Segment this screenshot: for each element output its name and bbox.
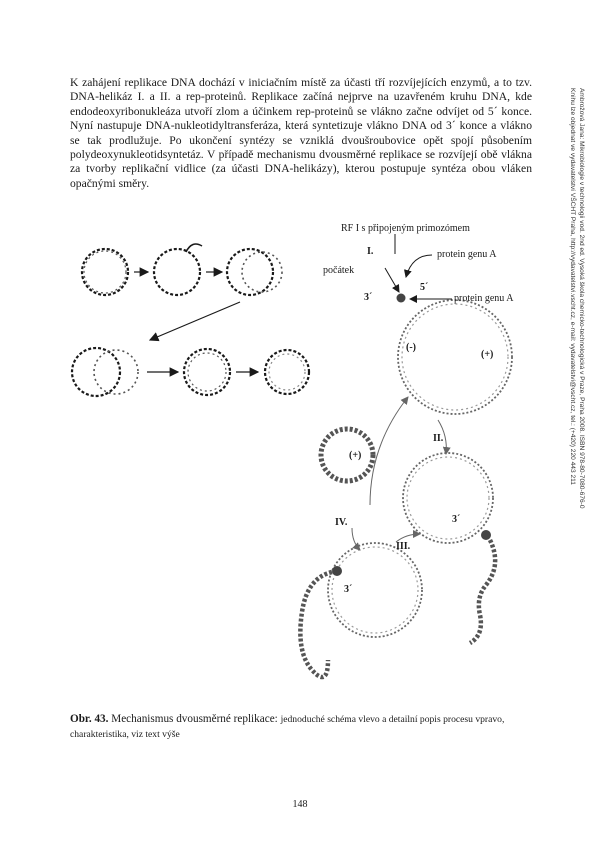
prime-3-step2-label: 3´ [452,514,461,525]
step-3-label: III. [396,541,411,552]
circle-stage-3 [227,249,282,295]
citation-line: Ambrožová Jana: Mikrobiologie v technologii vod. 2nd ed. Vysoká škola chemicko-technologická v Praze, Praha 2008. ISBN 978-80-7080-676-0 [578,88,585,509]
arrow-3-4 [150,302,240,340]
step-4-label: IV. [335,517,348,528]
side-note-citation [556,88,586,578]
figure-caption [70,712,538,742]
rf-circle-step3 [328,543,422,637]
cycle-arrow-4-up [370,397,408,505]
simple-scheme-arrows [134,272,258,372]
step2-displaced-strand [470,540,495,643]
caption-label: Obr. 43. [70,713,109,725]
protein-a-top-label: protein genu A [437,249,497,260]
caption-detail: jednoduché schéma vlevo a detailní popis procesu vpravo, charakteristika, viz text výše [70,714,505,740]
origin-pointer [385,268,399,292]
circle-stage-4 [72,348,138,396]
simple-scheme [72,244,309,396]
circle-stage-1 [82,249,128,295]
page-number: 148 [292,799,308,810]
plus-circle-label: (+) [349,450,362,461]
plus-strand-label: (+) [481,349,494,360]
step-2-label: II. [433,433,444,444]
circle-stage-6 [265,350,309,394]
caption-title: Mechanismus dvousměrné replikace: [111,713,278,725]
order-info-line: Knihu lze objednat ve vydavatelství VŠCHT Praha, http://vydavatelstvi.vscht.cz, e-mail: vydavatelstvi@vscht.cz, tel.: (+420) 220 443 211 [568,88,576,485]
circle-stage-2 [154,244,202,295]
step3-dot [332,566,342,576]
plus-strand-circle [321,429,373,481]
prime-5-top-label: 5´ [420,282,429,293]
minus-strand-label: (-) [406,342,416,353]
step-1-label: I. [367,246,374,257]
rf-label: RF I s připojeným primozómem [341,223,470,234]
step3-displaced-loop [300,572,332,677]
rf-circle-top [398,300,512,414]
protein-a-pointer-top [406,255,432,277]
protein-a-side-label: protein genu A [454,293,514,304]
body-paragraph: K zahájení replikace DNA dochází v iniciačním místě za účasti tří rozvíjejících enzymů, a to tzv. DNA-helikáz I. a II. a rep-proteinů. Replikace začíná nejprve na uzavřeném kruhu DNA, kde endodeoxyribonukleáza utvoří zlom a účinkem rep-proteinů se vlákno začne odvíjet od 5´ konce. Nyní nastupuje DNA-nukleotidyltransferáza, která syntetizuje vlákno DNA od 3´ konce a vlákno se tak prodlužuje. Po ukončení syntézy se vzniklá dvoušroubovice opět spojí působením polydeoxynukleotidsyntetáz. V případě mechanismu dvousměrné replikace se rozvíjejí obě vlákna za tvorby replikační vidlice (za účasti DNA-helikázy), kterou postupuje syntéza obou vláken opačnými směry. [70,76,532,190]
step2-dot [481,530,491,540]
primosome-dot [397,294,406,303]
cycle-arrow-4-down [352,528,360,550]
prime-3-top-label: 3´ [364,292,373,303]
rf-circle-step2 [403,453,493,543]
origin-label: počátek [323,265,355,276]
prime-3-step3-label: 3´ [344,584,353,595]
circle-stage-5 [184,349,230,395]
